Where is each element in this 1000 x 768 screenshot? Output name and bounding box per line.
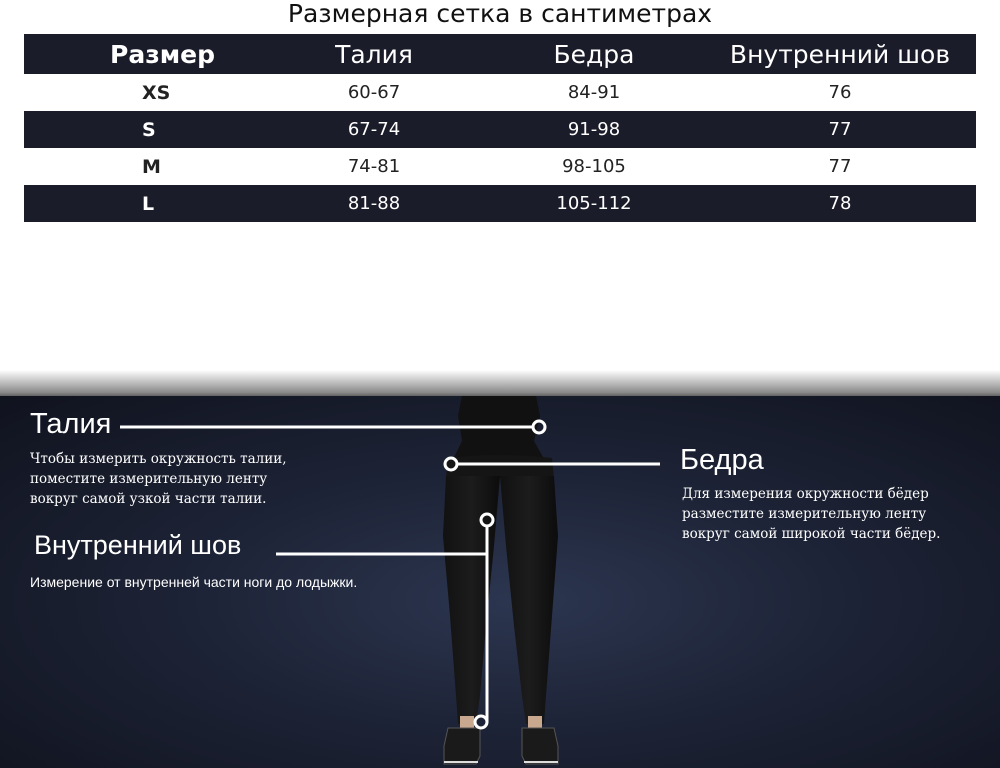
measurement-guide [0, 396, 1000, 768]
header-inseam: Внутренний шов [704, 34, 976, 74]
size-table [24, 34, 976, 222]
chart-title: Размерная сетка в сантиметрах [287, 0, 713, 28]
cell-inseam: 77 [704, 111, 976, 148]
left-leg-shape [443, 476, 500, 724]
waist-label: Талия [30, 408, 112, 440]
hips-description [682, 484, 940, 544]
table-row [24, 74, 976, 111]
header-waist: Талия [264, 34, 484, 74]
waist-description-line: поместите измерительную ленту [30, 471, 268, 487]
cell-waist: 67-74 [264, 111, 484, 148]
cell-size: XS [142, 81, 171, 104]
hips-description-line: вокруг самой широкой части бёдер. [682, 526, 941, 542]
waistband-shape [446, 455, 554, 478]
header-size: Размер [24, 34, 264, 74]
cell-inseam: 76 [828, 82, 852, 103]
cell-size: M [142, 155, 161, 178]
hips-description-line: Для измерения окружности бёдер [682, 486, 929, 502]
cell-size: L [24, 185, 264, 222]
cell-hips: 98-105 [562, 156, 626, 177]
cell-inseam: 77 [828, 156, 852, 177]
cell-inseam: 78 [704, 185, 976, 222]
cell-hips: 84-91 [567, 82, 621, 103]
inseam-pointer-dot-bottom [475, 716, 487, 728]
hips-label: Бедра [680, 444, 764, 476]
waist-description-line: Чтобы измерить окружность талии, [30, 451, 287, 467]
waist-description-line: вокруг самой узкой части талии. [30, 491, 267, 507]
cell-waist: 81-88 [264, 185, 484, 222]
table-row [24, 185, 976, 222]
cell-hips: 105-112 [484, 185, 704, 222]
hips-description-line: разместите измерительную ленту [682, 506, 927, 522]
right-leg-shape [500, 476, 558, 724]
cell-waist: 60-67 [347, 82, 401, 103]
left-shoe-shape [444, 728, 480, 764]
cell-waist: 74-81 [347, 156, 401, 177]
header-hips: Бедра [484, 34, 704, 74]
waist-description [30, 449, 287, 509]
table-row [24, 111, 976, 148]
table-row [24, 148, 976, 185]
table-header-row [24, 34, 976, 74]
cell-size: S [24, 111, 264, 148]
right-shoe-shape [522, 728, 558, 764]
cell-hips: 91-98 [484, 111, 704, 148]
inseam-description: Измерение от внутренней части ноги до лодыжки. [30, 574, 358, 590]
inseam-label: Внутренний шов [34, 530, 242, 560]
